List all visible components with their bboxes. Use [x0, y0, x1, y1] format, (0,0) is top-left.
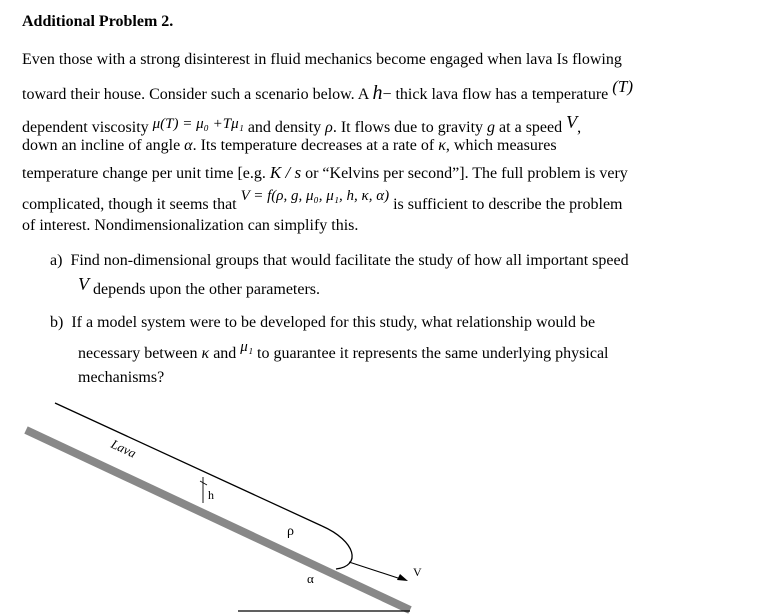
speed-function-equation: V = f(ρ, g, μ₀, μ₁, h, κ, α)	[240, 188, 390, 204]
units-K-per-s: K / s	[269, 163, 302, 182]
label-lava: Lava	[108, 436, 139, 461]
var-g: g	[487, 119, 496, 136]
label-alpha: α	[307, 571, 314, 586]
para-line-1: Even those with a strong disinterest in fluid mechanics become engaged when lava Is flowing	[22, 51, 622, 68]
var-h: h	[372, 82, 383, 104]
label-h: h	[208, 488, 214, 502]
var-V: V	[566, 112, 578, 132]
para-line-3: dependent viscosity μ(T) = μ₀ +Tμ₁ and density ρ. It flows due to gravity g at a speed V,	[22, 112, 582, 136]
lava-flow-figure	[0, 402, 425, 614]
item-a-line-1: a) Find non-dimensional groups that would facilitate the study of how all important speed	[50, 252, 629, 269]
item-a-label: a)	[50, 252, 63, 269]
para-line-7: of interest. Nondimensionalization can simplify this.	[22, 217, 359, 234]
label-rho: ρ	[287, 524, 294, 539]
var-kappa: κ	[438, 137, 446, 154]
item-b-var-mu1: μ₁	[240, 339, 254, 355]
var-alpha: α	[184, 137, 193, 154]
item-a-line-2: V depends upon the other parameters.	[78, 274, 321, 298]
incline-surface	[26, 430, 410, 610]
para-line-6: complicated, though it seems that V = f(ρ, g, μ₀, μ₁, h, κ, α) is sufficient to describe the problem	[22, 188, 623, 213]
viscosity-equation: μ(T) = μ₀ +Tμ₁	[152, 116, 244, 132]
problem-title: Additional Problem 2.	[22, 13, 174, 30]
item-b-line-3: mechanisms?	[78, 369, 165, 386]
item-b-line-2: necessary between κ and μ₁ to guarantee it represents the same underlying physical	[78, 339, 609, 362]
para-line-5: temperature change per unit time [e.g. K / s or “Kelvins per second”]. The full problem is very	[22, 163, 628, 182]
item-b-var-kappa: κ	[201, 345, 210, 362]
label-V: V	[413, 565, 422, 579]
var-rho: ρ	[325, 119, 333, 136]
para-line-4: down an incline of angle α. Its temperature decreases at a rate of κ, which measures	[22, 137, 557, 154]
thickness-marker-tick	[200, 481, 207, 485]
lava-front	[322, 526, 352, 569]
item-b-line-1: b) If a model system were to be developed for this study, what relationship would be	[50, 314, 596, 331]
var-T: (T)	[612, 77, 634, 96]
item-b-label: b)	[50, 314, 64, 331]
para-line-2: toward their house. Consider such a scenario below. A h− thick lava flow has a temperature (T)	[22, 77, 634, 104]
velocity-arrow	[349, 562, 408, 581]
item-a-var-V: V	[78, 274, 89, 294]
